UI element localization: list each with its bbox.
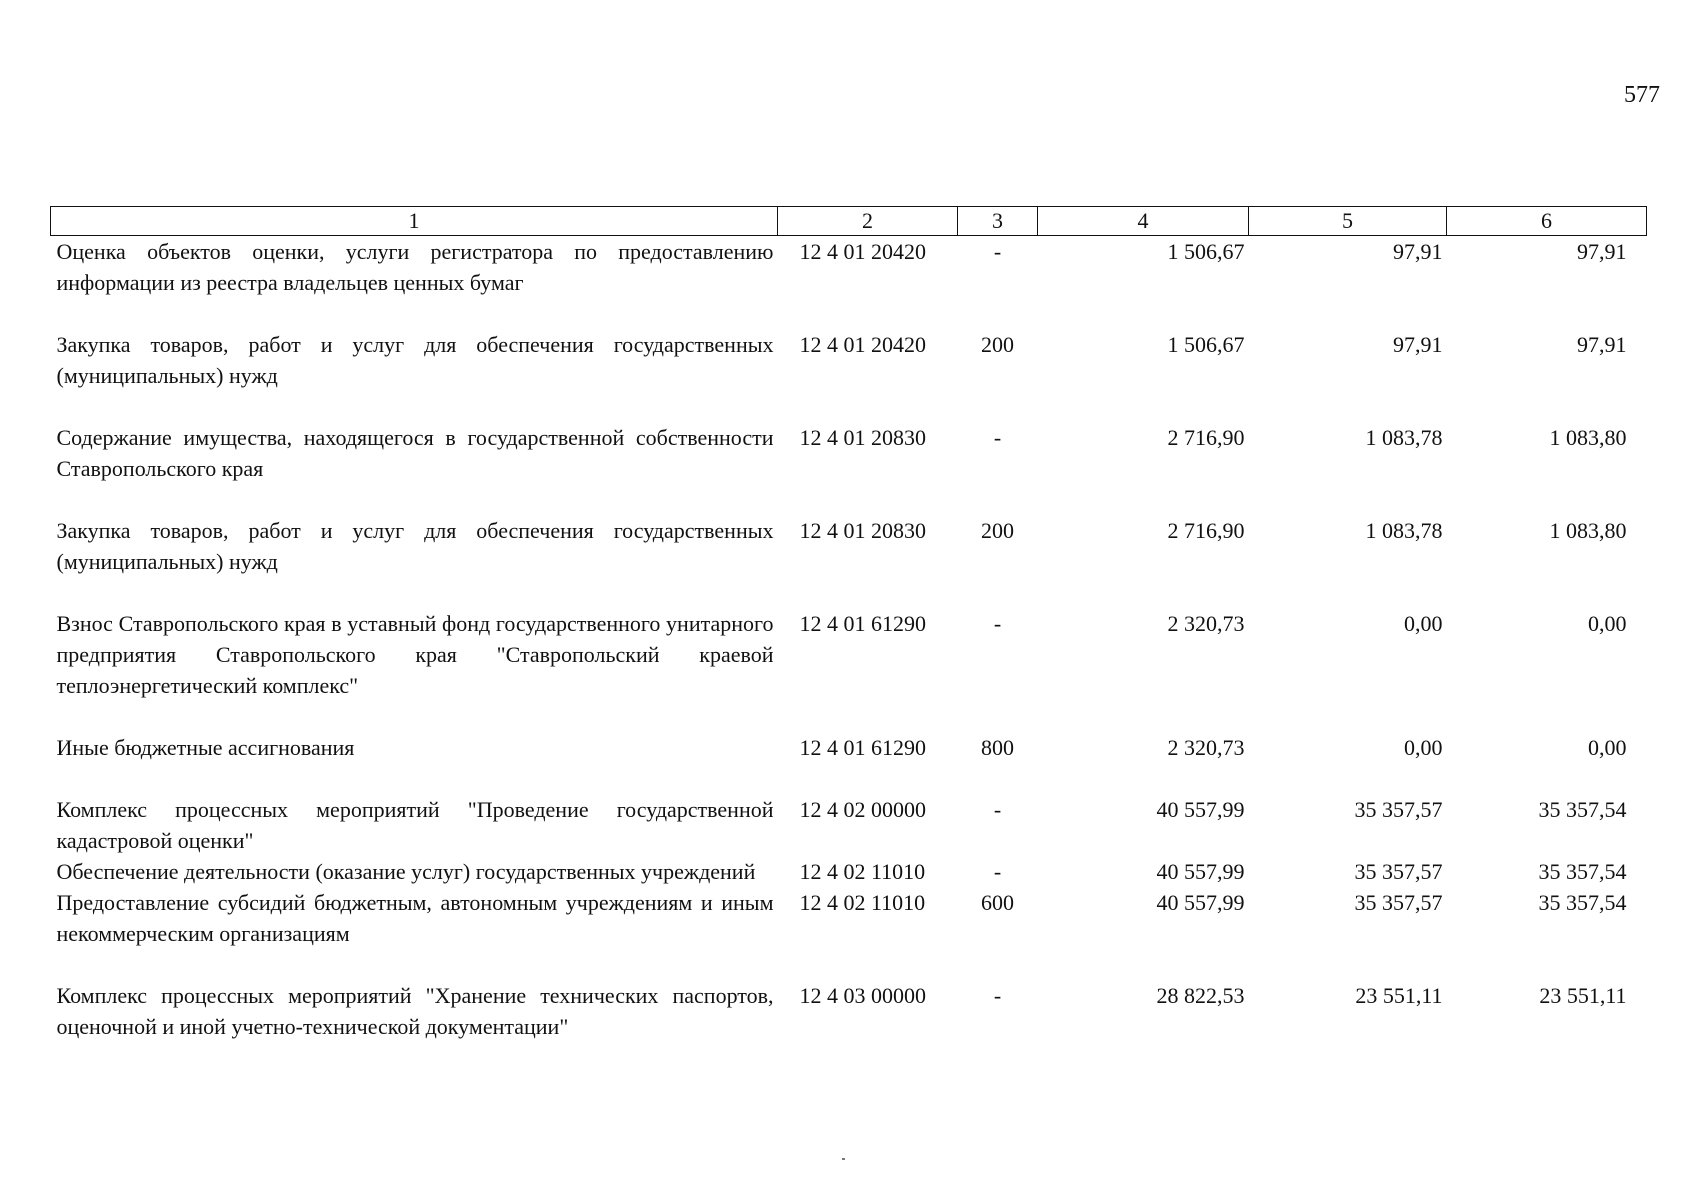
row-code: 12 4 03 00000 — [799, 983, 926, 1008]
row-name: Предоставление субсидий бюджетным, автономным учреждениям и иным некоммерческим организациям — [56, 890, 774, 946]
table-row — [51, 856, 1647, 887]
column-header-3: 3 — [958, 207, 1038, 236]
column-header-6: 6 — [1447, 207, 1647, 236]
row-value-5: 35 357,57 — [1354, 859, 1443, 884]
row-value-6: 35 357,54 — [1538, 890, 1627, 915]
column-header-2: 2 — [778, 207, 958, 236]
row-value-4: 40 557,99 — [1156, 797, 1245, 822]
table-row — [51, 422, 1647, 515]
row-value-5: 1 083,78 — [1365, 425, 1443, 450]
row-value-5: 0,00 — [1404, 611, 1443, 636]
row-value-4: 28 822,53 — [1156, 983, 1245, 1008]
column-header-1: 1 — [51, 207, 778, 236]
row-value-5: 1 083,78 — [1365, 518, 1443, 543]
row-type: - — [993, 611, 1002, 636]
row-type: - — [993, 859, 1002, 884]
row-code: 12 4 01 20420 — [799, 239, 926, 264]
row-name: Оценка объектов оценки, услуги регистратора по предоставлению информации из реестра владельцев ценных бумаг — [56, 239, 774, 295]
row-value-5: 0,00 — [1404, 735, 1443, 760]
row-value-4: 2 716,90 — [1167, 518, 1245, 543]
row-value-4: 40 557,99 — [1156, 859, 1245, 884]
table-row — [51, 980, 1647, 1042]
row-value-6: 1 083,80 — [1549, 518, 1627, 543]
row-code: 12 4 02 11010 — [799, 859, 926, 884]
row-name: Обеспечение деятельности (оказание услуг) государственных учреждений — [56, 859, 756, 884]
row-value-4: 1 506,67 — [1167, 239, 1245, 264]
row-value-6: 97,91 — [1577, 332, 1627, 357]
row-code: 12 4 01 20830 — [799, 518, 926, 543]
row-value-5: 97,91 — [1393, 332, 1443, 357]
row-code: 12 4 02 00000 — [799, 797, 926, 822]
row-code: 12 4 01 20830 — [799, 425, 926, 450]
row-name: Комплекс процессных мероприятий "Хранение технических паспортов, оценочной и иной учетно-технической документации" — [56, 983, 774, 1039]
table-row — [51, 608, 1647, 732]
row-value-5: 35 357,57 — [1354, 890, 1443, 915]
row-value-4: 2 320,73 — [1167, 735, 1245, 760]
row-code: 12 4 01 61290 — [799, 735, 926, 760]
table-body — [51, 236, 1647, 1043]
row-value-6: 35 357,54 — [1538, 859, 1627, 884]
row-value-6: 0,00 — [1588, 611, 1627, 636]
row-type: - — [993, 239, 1002, 264]
row-value-5: 23 551,11 — [1355, 983, 1443, 1008]
row-type: - — [993, 425, 1002, 450]
row-value-5: 35 357,57 — [1354, 797, 1443, 822]
row-name: Иные бюджетные ассигнования — [56, 735, 355, 760]
table-row — [51, 887, 1647, 980]
row-value-6: 97,91 — [1577, 239, 1627, 264]
row-type: 600 — [981, 890, 1014, 915]
column-header-5: 5 — [1249, 207, 1447, 236]
row-value-4: 40 557,99 — [1156, 890, 1245, 915]
table-row — [51, 732, 1647, 794]
column-header-4: 4 — [1038, 207, 1249, 236]
row-value-6: 23 551,11 — [1539, 983, 1627, 1008]
row-name: Комплекс процессных мероприятий "Проведение государственной кадастровой оценки" — [56, 797, 774, 853]
row-code: 12 4 02 11010 — [799, 890, 926, 915]
row-value-4: 2 320,73 — [1167, 611, 1245, 636]
table-row — [51, 515, 1647, 608]
row-name: Взнос Ставропольского края в уставный фонд государственного унитарного предприятия Ставропольского края "Ставропольский краевой теплоэнергетический комплекс" — [56, 611, 774, 698]
row-name: Содержание имущества, находящегося в государственной собственности Ставропольского края — [56, 425, 774, 481]
table-row — [51, 236, 1647, 330]
row-code: 12 4 01 20420 — [799, 332, 926, 357]
row-type: 200 — [981, 518, 1014, 543]
row-value-6: 0,00 — [1588, 735, 1627, 760]
row-type: 800 — [981, 735, 1014, 760]
table-header-row — [51, 207, 1647, 236]
table-row — [51, 794, 1647, 856]
row-value-4: 1 506,67 — [1167, 332, 1245, 357]
row-value-6: 1 083,80 — [1549, 425, 1627, 450]
budget-table — [50, 206, 1647, 1042]
row-type: - — [993, 983, 1002, 1008]
scan-speck — [842, 1158, 845, 1160]
table-row — [51, 329, 1647, 422]
row-value-6: 35 357,54 — [1538, 797, 1627, 822]
page-number: 577 — [1624, 82, 1660, 108]
row-name: Закупка товаров, работ и услуг для обеспечения государственных (муниципальных) нужд — [56, 518, 774, 574]
row-code: 12 4 01 61290 — [799, 611, 926, 636]
row-value-4: 2 716,90 — [1167, 425, 1245, 450]
row-name: Закупка товаров, работ и услуг для обеспечения государственных (муниципальных) нужд — [56, 332, 774, 388]
row-type: - — [993, 797, 1002, 822]
row-value-5: 97,91 — [1393, 239, 1443, 264]
row-type: 200 — [981, 332, 1014, 357]
